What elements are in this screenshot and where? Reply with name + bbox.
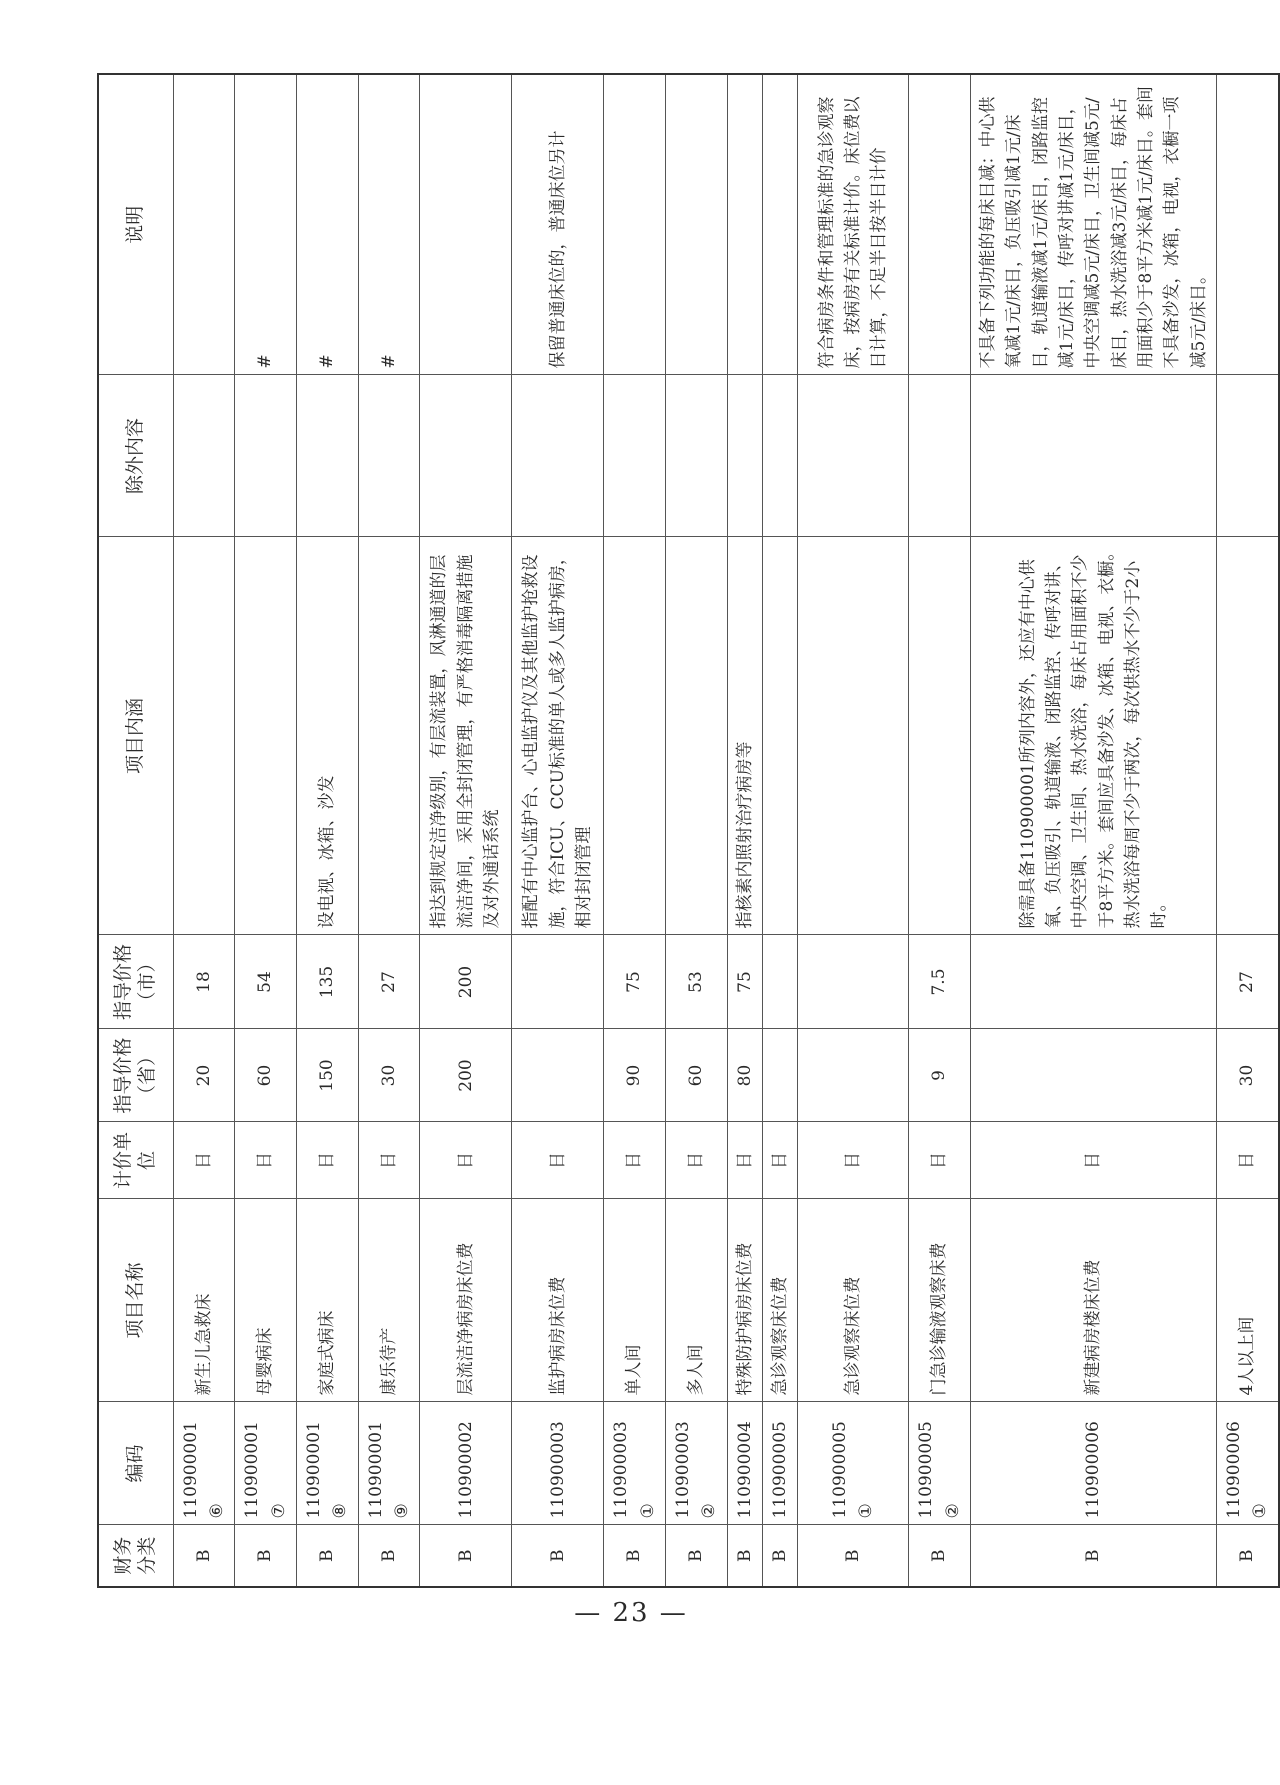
- table-row: [296, 74, 358, 1587]
- cell-unit: 日: [727, 1122, 762, 1199]
- cell-unit: 日: [604, 1122, 666, 1199]
- cell-price-prov: 90: [604, 1029, 666, 1122]
- cell-category: B: [762, 1525, 797, 1587]
- cell-price-city: 27: [1217, 935, 1279, 1029]
- cell-excluded: [358, 375, 420, 537]
- cell-category: B: [358, 1525, 420, 1587]
- cell-unit: 日: [798, 1122, 909, 1199]
- cell-price-city: 18: [173, 935, 235, 1029]
- cell-note: #: [296, 74, 358, 375]
- cell-code: 110900001⑨: [358, 1402, 420, 1525]
- cell-price-prov: 20: [173, 1029, 235, 1122]
- cell-unit: 日: [358, 1122, 420, 1199]
- cell-note: 不具备下列功能的每床日减：中心供氧减1元/床日，负压吸引减1元/床日，轨道输液减1元/床日，闭路监控减1元/床日，传呼对讲减1元/床日，中央空调减5元/床日，卫生间减5元/床日，热水洗浴减3元/床日，每床占用面积少于8平方米减1元/床日。套间不具备沙发，冰箱，电视，衣橱一项减5元/床日。: [971, 74, 1217, 375]
- cell-note: 符合病房条件和管理标准的急诊观察床，按病房有关标准计价。床位费以日计算，不足半日按半日计价: [798, 74, 909, 375]
- cell-note: [604, 74, 666, 375]
- table-row: [762, 74, 797, 1587]
- table-row: [235, 74, 297, 1587]
- cell-content: 指核素内照射治疗病房等: [727, 537, 762, 935]
- cell-unit: 日: [235, 1122, 297, 1199]
- table-body: [173, 74, 1279, 1587]
- cell-code: 110900006: [971, 1402, 1217, 1525]
- cell-content: 指配有中心监护台、心电监护仪及其他监护抢救设施，符合ICU、CCU标准的单人或多人监护病房，相对封闭管理: [512, 537, 604, 935]
- cell-price-city: 7.5: [909, 935, 971, 1029]
- cell-price-prov: [762, 1029, 797, 1122]
- cell-price-prov: 30: [358, 1029, 420, 1122]
- cell-excluded: [604, 375, 666, 537]
- cell-name: 监护病房床位费: [512, 1199, 604, 1402]
- cell-price-city: 75: [604, 935, 666, 1029]
- cell-excluded: [512, 375, 604, 537]
- cell-name: 门急诊输液观察床费: [909, 1199, 971, 1402]
- cell-category: B: [798, 1525, 909, 1587]
- cell-unit: 日: [762, 1122, 797, 1199]
- cell-excluded: [1217, 375, 1279, 537]
- cell-name: 母婴病床: [235, 1199, 297, 1402]
- table-row: [798, 74, 909, 1587]
- cell-note: [727, 74, 762, 375]
- cell-name: 新建病房楼床位费: [971, 1199, 1217, 1402]
- cell-code: 110900005①: [798, 1402, 909, 1525]
- cell-excluded: [727, 375, 762, 537]
- cell-excluded: [296, 375, 358, 537]
- cell-price-prov: 80: [727, 1029, 762, 1122]
- cell-content: 除需具备110900001所列内容外，还应有中心供氧、负压吸引、轨道输液、闭路监控、传呼对讲、中央空调、卫生间、热水洗浴，每床占用面积不少于8平方米。套间应具备沙发、冰箱、电视、衣橱。热水洗浴每周不少于两次，每次供热水不少于2小时。: [971, 537, 1217, 935]
- cell-content: [235, 537, 297, 935]
- rotated-table-wrapper: [97, 75, 1271, 1588]
- cell-unit: 日: [420, 1122, 512, 1199]
- cell-content: [1217, 537, 1279, 935]
- cell-price-prov: 200: [420, 1029, 512, 1122]
- cell-price-city: 54: [235, 935, 297, 1029]
- cell-code: 110900002: [420, 1402, 512, 1525]
- cell-code: 110900003: [512, 1402, 604, 1525]
- cell-code: 110900003①: [604, 1402, 666, 1525]
- cell-code: 110900005②: [909, 1402, 971, 1525]
- cell-note: [665, 74, 727, 375]
- cell-content: [173, 537, 235, 935]
- cell-price-prov: 9: [909, 1029, 971, 1122]
- header-name: 项目名称: [98, 1199, 173, 1402]
- cell-content: [358, 537, 420, 935]
- cell-code: 110900005: [762, 1402, 797, 1525]
- cell-price-prov: 60: [235, 1029, 297, 1122]
- cell-note: [909, 74, 971, 375]
- cell-code: 110900006①: [1217, 1402, 1279, 1525]
- header-note: 说明: [98, 74, 173, 375]
- cell-code: 110900004: [727, 1402, 762, 1525]
- table-row: [909, 74, 971, 1587]
- cell-category: B: [909, 1525, 971, 1587]
- cell-name: 急诊观察床位费: [798, 1199, 909, 1402]
- cell-unit: 日: [1217, 1122, 1279, 1199]
- table-row: [1217, 74, 1279, 1587]
- header-excluded: 除外内容: [98, 375, 173, 537]
- cell-price-city: [971, 935, 1217, 1029]
- header-unit: 计价单位: [98, 1122, 173, 1199]
- cell-price-city: [512, 935, 604, 1029]
- cell-note: [173, 74, 235, 375]
- cell-content: [604, 537, 666, 935]
- cell-name: 特殊防护病房床位费: [727, 1199, 762, 1402]
- cell-price-city: [762, 935, 797, 1029]
- table-row: [604, 74, 666, 1587]
- cell-excluded: [909, 375, 971, 537]
- cell-code: 110900003②: [665, 1402, 727, 1525]
- table-row: [971, 74, 1217, 1587]
- cell-note: #: [358, 74, 420, 375]
- cell-content: 指达到规定洁净级别，有层流装置，风淋通道的层流洁净间，采用全封闭管理，有严格消毒隔离措施及对外通话系统: [420, 537, 512, 935]
- cell-unit: 日: [909, 1122, 971, 1199]
- cell-unit: 日: [971, 1122, 1217, 1199]
- cell-price-prov: 150: [296, 1029, 358, 1122]
- cell-category: B: [1217, 1525, 1279, 1587]
- table-row: [173, 74, 235, 1587]
- price-table: [97, 73, 1280, 1588]
- table-row: [358, 74, 420, 1587]
- cell-excluded: [420, 375, 512, 537]
- cell-category: B: [235, 1525, 297, 1587]
- header-code: 编码: [98, 1402, 173, 1525]
- header-content: 项目内涵: [98, 537, 173, 935]
- cell-name: 多人间: [665, 1199, 727, 1402]
- cell-excluded: [665, 375, 727, 537]
- cell-price-prov: [512, 1029, 604, 1122]
- cell-price-city: 27: [358, 935, 420, 1029]
- cell-excluded: [971, 375, 1217, 537]
- cell-note: 保留普通床位的，普通床位另计: [512, 74, 604, 375]
- cell-name: 家庭式病床: [296, 1199, 358, 1402]
- page-number: — 23 —: [574, 1598, 688, 1628]
- header-category: 财务分类: [98, 1525, 173, 1587]
- cell-category: B: [420, 1525, 512, 1587]
- cell-category: B: [512, 1525, 604, 1587]
- cell-content: [798, 537, 909, 935]
- header-price-city: 指导价格（市）: [98, 935, 173, 1029]
- table-row: [420, 74, 512, 1587]
- cell-category: B: [665, 1525, 727, 1587]
- cell-name: 新生儿急救床: [173, 1199, 235, 1402]
- cell-excluded: [762, 375, 797, 537]
- cell-category: B: [604, 1525, 666, 1587]
- cell-note: [1217, 74, 1279, 375]
- cell-content: [762, 537, 797, 935]
- cell-category: B: [727, 1525, 762, 1587]
- cell-name: 单人间: [604, 1199, 666, 1402]
- cell-price-city: 135: [296, 935, 358, 1029]
- table-row: [512, 74, 604, 1587]
- cell-price-prov: [971, 1029, 1217, 1122]
- header-price-prov: 指导价格（省）: [98, 1029, 173, 1122]
- cell-code: 110900001⑦: [235, 1402, 297, 1525]
- cell-price-city: [798, 935, 909, 1029]
- cell-note: #: [235, 74, 297, 375]
- cell-price-prov: 60: [665, 1029, 727, 1122]
- cell-price-city: 53: [665, 935, 727, 1029]
- cell-price-prov: 30: [1217, 1029, 1279, 1122]
- cell-name: 层流洁净病房床位费: [420, 1199, 512, 1402]
- cell-content: [909, 537, 971, 935]
- cell-category: B: [173, 1525, 235, 1587]
- cell-unit: 日: [296, 1122, 358, 1199]
- cell-name: 康乐待产: [358, 1199, 420, 1402]
- cell-name: 急诊观察床位费: [762, 1199, 797, 1402]
- cell-code: 110900001⑥: [173, 1402, 235, 1525]
- header-row: [98, 74, 173, 1587]
- cell-price-city: 200: [420, 935, 512, 1029]
- cell-note: [762, 74, 797, 375]
- cell-price-prov: [798, 1029, 909, 1122]
- cell-category: B: [971, 1525, 1217, 1587]
- cell-unit: 日: [173, 1122, 235, 1199]
- cell-code: 110900001⑧: [296, 1402, 358, 1525]
- table-row: [727, 74, 762, 1587]
- cell-content: [665, 537, 727, 935]
- cell-content: 设电视、冰箱、沙发: [296, 537, 358, 935]
- table-row: [665, 74, 727, 1587]
- cell-note: [420, 74, 512, 375]
- cell-unit: 日: [665, 1122, 727, 1199]
- cell-excluded: [235, 375, 297, 537]
- cell-category: B: [296, 1525, 358, 1587]
- cell-name: 4人以上间: [1217, 1199, 1279, 1402]
- cell-excluded: [173, 375, 235, 537]
- cell-excluded: [798, 375, 909, 537]
- cell-price-city: 75: [727, 935, 762, 1029]
- cell-unit: 日: [512, 1122, 604, 1199]
